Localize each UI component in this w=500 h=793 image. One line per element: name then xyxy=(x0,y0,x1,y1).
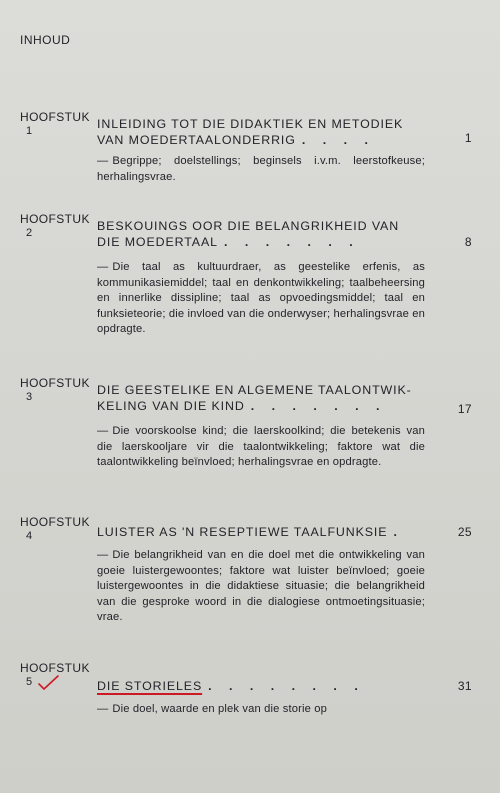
chapter-page-number: 17 xyxy=(457,402,472,416)
chapter-title-line-1: INLEIDING TOT DIE DIDAKTIEK EN METODIEK xyxy=(97,117,404,131)
chapter-description-text: Die taal as kultuurdraer, as geestelike erfenis, as kommunikasiemiddel; taal en denkontwikkeling; taalbeheersing en innerlike dissipline; taal as opvoedingsmiddel; taal en funksieteorie; die invloed van die onderwyser; herhalingsvrae en opdragte. xyxy=(97,261,426,336)
chapter-description-text: Die belangrikheid van en die doel met die ontwikkeling van goeie luistergewoontes; faktore wat luister beïnvloed; goeie luistergewoontes in die didaktiese situasie; die belangrikheid van die gesproke woord in die dialogiese ontmoetingsituasie; vrae. xyxy=(97,549,425,624)
chapter-title xyxy=(97,382,427,414)
chapter-description-text: Begrippe; doelstellings; beginsels i.v.m. leerstofkeuse; herhalingsvrae. xyxy=(97,155,425,183)
chapter-description xyxy=(97,260,425,338)
chapter-title xyxy=(97,524,427,540)
chapter-description-text: Die doel, waarde en plek van die storie op xyxy=(112,703,327,715)
em-dash: — xyxy=(97,261,109,273)
chapter-title-line-2 xyxy=(97,234,427,250)
chapter-title xyxy=(97,116,427,148)
page-title: INHOUD xyxy=(20,33,71,47)
chapter-page-number: 31 xyxy=(457,679,472,693)
chapter-number: 4 xyxy=(26,530,33,542)
red-checkmark-icon xyxy=(38,675,60,691)
chapter-number: 5 xyxy=(26,676,33,688)
chapter-label: HOOFSTUK xyxy=(20,212,90,226)
chapter-page-number: 1 xyxy=(464,131,472,145)
chapter-label: HOOFSTUK xyxy=(20,376,90,390)
chapter-title-line-1: DIE GEESTELIKE EN ALGEMENE TAALONTWIK- xyxy=(97,383,412,397)
chapter-number: 3 xyxy=(26,391,33,403)
chapter-description xyxy=(97,702,425,718)
em-dash: — xyxy=(97,549,109,561)
chapter-title-line-1: BESKOUINGS OOR DIE BELANGRIKHEID VAN xyxy=(97,219,400,233)
chapter-label: HOOFSTUK xyxy=(20,110,90,124)
chapter-title-line-1 xyxy=(97,678,427,694)
chapter-description xyxy=(97,424,425,471)
chapter-description-text: Die voorskoolse kind; die laerskoolkind; die betekenis van die laerskooljare vir die taalontwikkeling; faktore wat die taalontwikkeling beïnvloed; herhalingsvrae en opdragte. xyxy=(97,425,425,469)
chapter-number: 2 xyxy=(26,227,33,239)
chapter-title-text: DIE MOEDERTAAL xyxy=(97,235,218,249)
chapter-title-text: DIE STORIELES xyxy=(97,679,203,693)
chapter-title xyxy=(97,678,427,694)
chapter-title-text: VAN MOEDERTAALONDERRIG xyxy=(97,133,296,147)
leader-dots: . . . . . . . xyxy=(223,235,360,249)
leader-dots: . . . . . . . xyxy=(250,399,387,413)
chapter-title-line-2 xyxy=(97,398,427,414)
chapter-title-text: LUISTER AS 'N RESEPTIEWE TAALFUNKSIE xyxy=(97,525,388,539)
chapter-title-text: KELING VAN DIE KIND xyxy=(97,399,245,413)
chapter-description xyxy=(97,154,425,185)
em-dash: — xyxy=(97,703,109,715)
chapter-title xyxy=(97,218,427,250)
leader-dots: . xyxy=(393,525,404,539)
em-dash: — xyxy=(97,425,109,437)
em-dash: — xyxy=(97,155,109,167)
chapter-label: HOOFSTUK xyxy=(20,515,90,529)
chapter-description xyxy=(97,548,425,626)
chapter-number: 1 xyxy=(26,125,33,137)
leader-dots: . . . . xyxy=(301,133,375,147)
chapter-page-number: 8 xyxy=(464,235,472,249)
chapter-title-line-1 xyxy=(97,524,427,540)
chapter-page-number: 25 xyxy=(457,525,472,539)
chapter-label: HOOFSTUK xyxy=(20,661,90,675)
leader-dots: . . . . . . . . xyxy=(208,679,365,693)
chapter-title-line-2 xyxy=(97,132,427,148)
